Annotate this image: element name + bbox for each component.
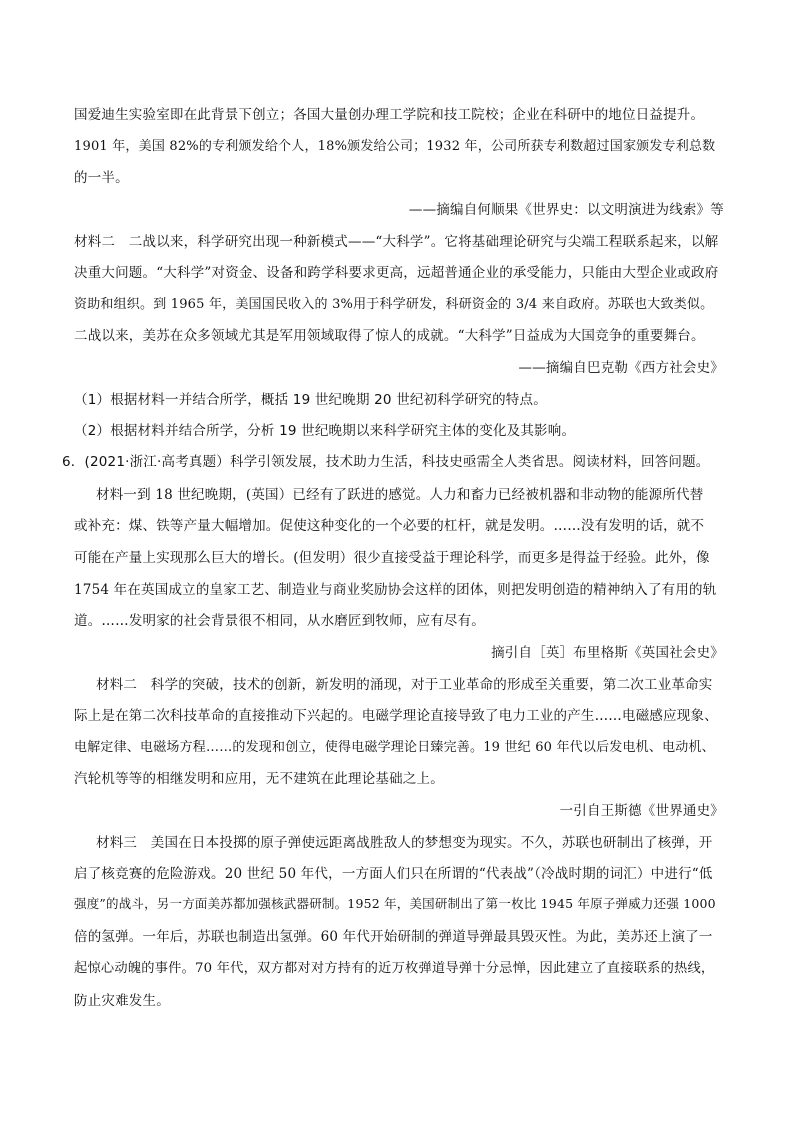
text-line: 电解定律、电磁场方程……的发现和创立，使得电磁学理论日臻完善。19 世纪 60 年代以后发电机、电动机、 — [74, 740, 715, 755]
text-line: 二战以来，美苏在众多领域尤其是军用领域取得了惊人的成就。“大科学”日益成为大国竞争的重要舞台。 — [74, 328, 705, 344]
text-line: 启了核竞赛的危险游戏。20 世纪 50 年代，一方面人们只在所谓的“代表战”（冷战时期的词汇）中进行“低 — [74, 866, 713, 882]
text-line: 强度”的战斗，另一方面美苏都加强核武器研制。1952 年，美国研制出了第一枚比 1945 年原子弹威力还强 1000 — [74, 896, 716, 911]
question-6-heading: 6．(2021·浙江·高考真题）科学引领发展，技术助力生活，科技史亟需全人类省思。阅读材料，回答问题。 — [62, 454, 710, 470]
text-line: 资助和组织。到 1965 年，美国国民收入的 3%用于科学研发，科研资金的 3/4 来自政府。苏联也大致类似。 — [74, 297, 714, 312]
text-line: 材料二 科学的突破，技术的创新，新发明的涌现，对于工业革命的形成至关重要，第二次工业革命实 — [96, 677, 713, 693]
text-line: 或补充：煤、铁等产量大幅增加。促使这种变化的一个必要的杠杆，就是发明。……没有发明的话，就不 — [74, 518, 705, 534]
text-line: 材料一到 18 世纪晚期，(英国）已经有了跃进的感觉。人力和畜力已经被机器和非动物的能源所代替 — [96, 487, 704, 503]
source-citation: ——摘编自何顺果《世界史：以文明演进为线索》等 — [408, 202, 724, 218]
source-citation: ——摘编自巴克勒《西方社会史》 — [518, 360, 724, 376]
source-citation: 摘引自［英］布里格斯《英国社会史》 — [491, 645, 724, 661]
source-citation: 一引自王斯德《世界通史》 — [559, 803, 724, 819]
text-line: 1901 年，美国 82%的专利颁发给个人，18%颁发给公司；1932 年，公司所获专利数超过国家颁发专利总数 — [74, 139, 716, 154]
text-line: 的一半。 — [74, 170, 129, 186]
text-line: 可能在产量上实现那么巨大的增长。(但发明）很少直接受益于理论科学，而更多是得益于经验。此外，像 — [74, 550, 710, 566]
text-line: 决重大问题。“大科学”对资金、设备和跨学科要求更高，远超普通企业的承受能力，只能由大型企业或政府 — [74, 265, 719, 281]
text-line: 倍的氢弹。一年后，苏联也制造出氢弹。60 年代开始研制的弹道导弹最具毁灭性。为此，美苏还上演了一 — [74, 929, 713, 945]
text-line: 际上是在第二次科技革命的直接推动下兴起的。电磁学理论直接导致了电力工业的产生……电磁感应现象、 — [74, 708, 718, 724]
text-line: 汽轮机等等的相继发明和应用，无不建筑在此理论基础之上。 — [74, 771, 444, 787]
question-1: （1）根据材料一并结合所学，概括 19 世纪晚期 20 世纪初科学研究的特点。 — [74, 392, 547, 408]
text-line: 材料三 美国在日本投掷的原子弹使远距离战胜敌人的梦想变为现实。不久，苏联也研制出了核弹，开 — [96, 835, 713, 851]
text-line: 防止灾难发生。 — [74, 993, 170, 1009]
question-2: （2）根据材料并结合所学，分析 19 世纪晚期以来科学研究主体的变化及其影响。 — [74, 423, 576, 439]
text-line: 道。……发明家的社会背景很不相同，从水磨匠到牧师，应有尽有。 — [74, 613, 485, 629]
text-line: 国爱迪生实验室即在此背景下创立；各国大量创办理工学院和技工院校；企业在科研中的地位日益提升。 — [74, 107, 705, 123]
text-line: 起惊心动魄的事件。70 年代，双方都对对方持有的近万枚弹道导弹十分忌惮，因此建立了直接联系的热线， — [74, 961, 715, 976]
text-line: 材料二 二战以来，科学研究出现一种新模式——“大科学”。它将基础理论研究与尖端工程联系起来，以解 — [74, 234, 719, 250]
text-line: 1754 年在英国成立的皇家工艺、制造业与商业奖励协会这样的团体，则把发明创造的精神纳入了有用的轨 — [74, 582, 717, 598]
